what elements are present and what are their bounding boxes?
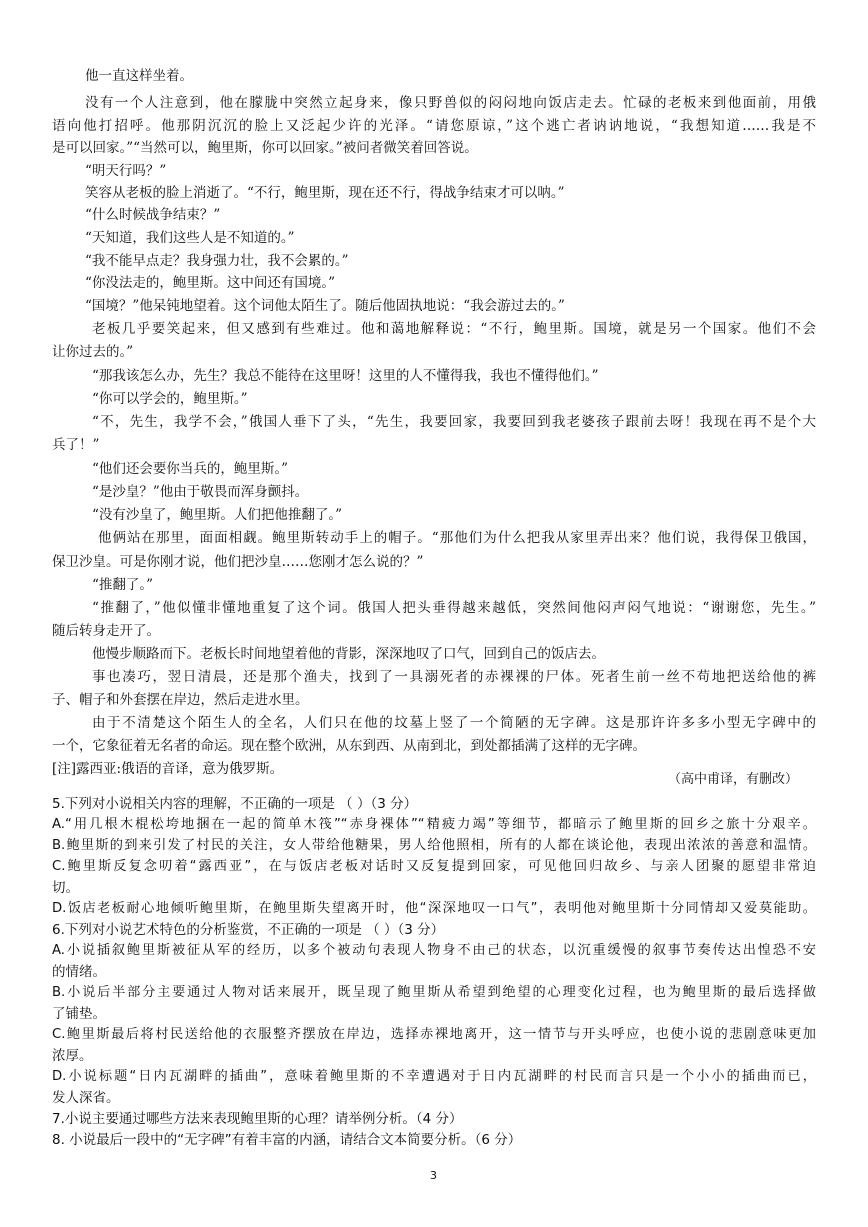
question-8: 8. 小说最后一段中的“无字碑”有着丰富的内涵，请结合文本简要分析。（6 分） xyxy=(52,1132,522,1148)
story-line: 保卫沙皇。可是你刚才说，他们把沙皇……您刚才怎么说的？” xyxy=(52,554,424,570)
story-line: 他俩站在那里，面面相觑。鲍里斯转动手上的帽子。“那他们为什么把我从家里弄出来？他们说，我得保卫俄国， xyxy=(98,530,816,546)
story-line: “我不能早点走？我身强力壮，我不会累的。” xyxy=(85,253,349,269)
story-line: “他们还会要你当兵的，鲍里斯。” xyxy=(92,461,289,477)
story-line: 事也凑巧，翌日清晨，还是那个渔夫，找到了一具溺死者的赤裸裸的尸体。死者生前一丝不苟地把送给他的裤 xyxy=(92,669,816,685)
source-attribution: （高中甫译，有删改） xyxy=(668,772,799,787)
story-line: “你没法走的，鲍里斯。这中间还有国境。” xyxy=(85,275,336,291)
question-option: 了铺垫。 xyxy=(52,1006,106,1022)
question-option: B.鲍里斯的到来引发了村民的关注，女人带给他糖果，男人给他照相，所有的人都在谈论他，表现出浓浓的善意和温情。 xyxy=(52,838,816,853)
question-option: 发人深省。 xyxy=(52,1090,120,1106)
story-line: 笑容从老板的脸上消逝了。“不行，鲍里斯，现在还不行，得战争结束才可以呐。” xyxy=(85,185,565,201)
page-number: 3 xyxy=(430,1169,437,1182)
question-option: D.饭店老板耐心地倾听鲍里斯，在鲍里斯失望离开时，他“深深地叹一口气”，表明他对鲍里斯十分同情却又爱莫能助。 xyxy=(52,901,816,916)
story-line: 他一直这样坐着。 xyxy=(85,68,193,84)
story-line: “推翻了，”他似懂非懂地重复了这个词。俄国人把头垂得越来越低，突然间他闷声闷气地说：“谢谢您，先生。” xyxy=(92,600,816,616)
story-line: “不，先生，我学不会，”俄国人垂下了头，“先生，我要回家，我要回到我老婆孩子跟前去呀！我现在再不是个大 xyxy=(92,414,816,430)
story-line: 语向他打招呼。他那阴沉沉的脸上又泛起少许的光泽。“请您原谅，”这个逃亡者讷讷地说，“我想知道……我是不 xyxy=(52,118,816,134)
question-option: C.鲍里斯最后将村民送给他的衣服整齐摆放在岸边，选择赤裸地离开，这一情节与开头呼应，也使小说的悲剧意味更加 xyxy=(52,1027,816,1042)
question-5-stem: 5.下列对小说相关内容的理解，不正确的一项是 （ ）（3 分） xyxy=(52,796,418,812)
question-option: 切。 xyxy=(52,880,79,896)
question-option: A.小说插叙鲍里斯被征从军的经历，以多个被动句表现人物身不由己的状态，以沉重缓慢的叙事节奏传达出惶恐不安 xyxy=(52,943,816,958)
question-option: B.小说后半部分主要通过人物对话来展开，既呈现了鲍里斯从希望到绝望的心理变化过程，也为鲍里斯的最后选择做 xyxy=(52,985,816,1000)
story-line: “你可以学会的，鲍里斯。” xyxy=(92,391,248,407)
story-line: “没有沙皇了，鲍里斯。人们把他推翻了。” xyxy=(92,507,343,523)
story-line: 没有一个人注意到，他在朦胧中突然立起身来，像只野兽似的闷闷地向饭店走去。忙碌的老板来到他面前，用俄 xyxy=(85,95,816,111)
story-line: 一个，它象征着无名者的命运。现在整个欧洲，从东到西、从南到北，到处都插满了这样的无字碑。 xyxy=(52,738,646,754)
story-line: 他慢步顺路而下。老板长时间地望着他的背影，深深地叹了口气，回到自己的饭店去。 xyxy=(92,646,605,662)
question-option: 的情绪。 xyxy=(52,964,106,980)
story-line: 老板几乎要笑起来，但又感到有些难过。他和蔼地解释说：“不行，鲍里斯。国境，就是另一个国家。他们不会 xyxy=(92,321,816,337)
question-option: A.“用几根木棍松垮地捆在一起的简单木筏”“赤身裸体”“精疲力竭”等细节，都暗示了鲍里斯的回乡之旅十分艰辛。 xyxy=(52,817,816,832)
footnote: [注]露西亚:俄语的音译，意为俄罗斯。 xyxy=(52,761,284,777)
question-option: D.小说标题“日内瓦湖畔的插曲”，意味着鲍里斯的不幸遭遇对于日内瓦湖畔的村民而言只是一个小小的插曲而已， xyxy=(52,1069,816,1084)
story-line: 子、帽子和外套摆在岸边，然后走进水里。 xyxy=(52,692,309,708)
question-option: 浓厚。 xyxy=(52,1048,93,1064)
story-line: 让你过去的。” xyxy=(52,344,134,360)
story-line: 兵了！” xyxy=(52,437,100,453)
story-line: 由于不清楚这个陌生人的全名，人们只在他的坟墓上竖了一个简陋的无字碑。这是那许许多多小型无字碑中的 xyxy=(92,715,816,731)
story-line: 随后转身走开了。 xyxy=(52,623,160,639)
story-line: “明天行吗？” xyxy=(85,163,167,179)
story-line: “国境？”他呆钝地望着。这个词他太陌生了。随后他固执地说：“我会游过去的。” xyxy=(85,298,565,314)
story-line: “是沙皇？”他由于敬畏而浑身颤抖。 xyxy=(92,484,309,500)
story-line: “什么时候战争结束？” xyxy=(85,207,221,223)
question-7: 7.小说主要通过哪些方法来表现鲍里斯的心理？请举例分析。（4 分） xyxy=(52,1111,463,1127)
question-6-stem: 6.下列对小说艺术特色的分析鉴赏，不正确的一项是 （ ）（3 分） xyxy=(52,922,445,938)
story-line: “那我该怎么办，先生？我总不能待在这里呀！这里的人不懂得我，我也不懂得他们。” xyxy=(92,368,599,384)
story-line: “天知道，我们这些人是不知道的。” xyxy=(85,230,295,246)
question-option: C.鲍里斯反复念叨着“露西亚”，在与饭店老板对话时又反复提到回家，可见他回归故乡、与亲人团聚的愿望非常迫 xyxy=(52,859,816,874)
story-line: 是可以回家。”“当然可以，鲍里斯，你可以回家。”被问者微笑着回答说。 xyxy=(52,140,478,156)
story-line: “推翻了。” xyxy=(92,577,154,593)
